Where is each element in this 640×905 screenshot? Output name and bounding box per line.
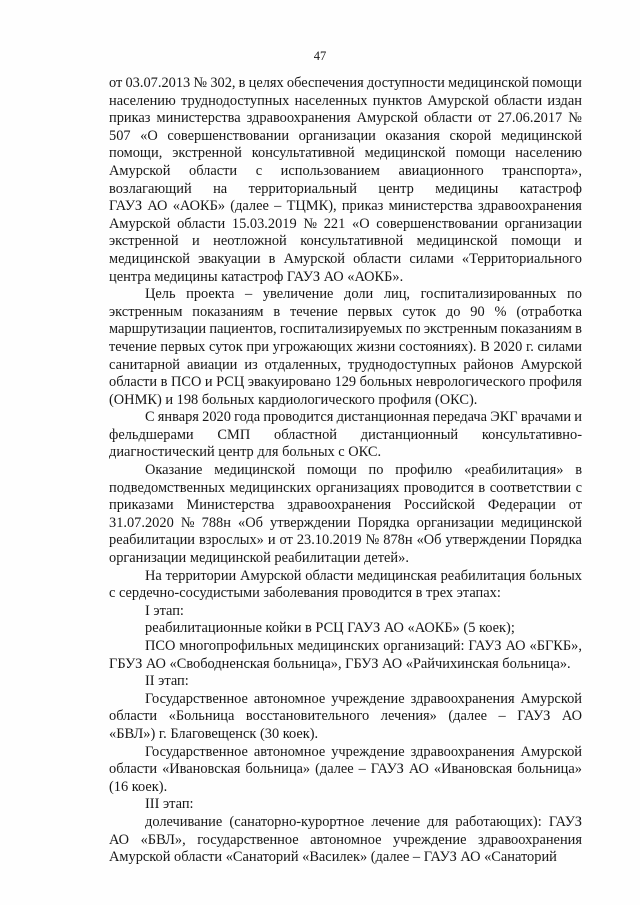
text-line: С января 2020 года проводится дистанционная передача ЭКГ врачами и: [145, 409, 582, 426]
text-line: приказ министерства здравоохранения Амурской области от 27.06.2017 №: [109, 110, 582, 127]
text-line: 507 «О совершенствовании организации оказания скорой медицинской: [109, 127, 582, 144]
document-body: [109, 75, 582, 867]
text-line: I этап:: [145, 602, 184, 619]
text-line: Амурской области «Санаторий «Василек» (далее – ГАУЗ АО «Санаторий: [109, 849, 557, 866]
text-line: Оказание медицинской помощи по профилю «реабилитация» в: [145, 462, 582, 479]
paragraph: [109, 286, 582, 409]
text-line: Государственное автономное учреждение здравоохранения Амурской: [145, 743, 582, 760]
text-line: АО «БВЛ», государственное автономное учреждение здравоохранения: [109, 831, 582, 848]
page-number: 47: [313, 49, 327, 63]
text-line: На территории Амурской области медицинская реабилитация больных: [145, 567, 582, 584]
text-line: (16 коек).: [109, 778, 168, 795]
text-line: ГАУЗ АО «АОКБ» (далее – ТЦМК), приказ министерства здравоохранения: [109, 198, 582, 215]
text-line: помощи, экстренной консультативной медицинской помощи населению: [109, 145, 582, 162]
paragraph: [109, 620, 582, 638]
text-line: с сердечно-сосудистыми заболевания проводится в трех этапах:: [109, 585, 501, 602]
paragraph: [109, 462, 582, 568]
text-line: возлагающий на территориальный центр медицины катастроф: [109, 180, 582, 197]
paragraph: [109, 603, 582, 621]
text-line: Государственное автономное учреждение здравоохранения Амурской: [145, 690, 582, 707]
text-line: III этап:: [145, 796, 194, 813]
text-line: (ОНМК) и 198 больных кардиологического профиля (ОКС).: [109, 391, 478, 408]
text-line: области «Больница восстановительного лечения» (далее – ГАУЗ АО: [109, 708, 582, 725]
text-line: от 03.07.2013 № 302, в целях обеспечения доступности медицинской помощи: [109, 75, 582, 91]
text-line: 31.07.2020 № 788н «Об утверждении Порядка организации медицинской: [109, 514, 582, 531]
text-line: «БВЛ») г. Благовещенск (30 коек).: [109, 725, 319, 742]
text-line: населению труднодоступных населенных пунктов Амурской области издан: [109, 92, 582, 109]
text-line: организации медицинской реабилитации детей».: [109, 550, 409, 567]
text-line: реабилитации взрослых» и от 23.10.2019 № 878н «Об утверждении Порядка: [109, 532, 582, 549]
text-line: диагностический центр для больных с ОКС.: [109, 444, 382, 461]
text-line: санитарной авиации из отдаленных, труднодоступных районов Амурской: [109, 356, 582, 373]
text-line: экстренным показаниям в течение первых суток до 90 % (отработка: [109, 303, 582, 320]
paragraph: [109, 75, 582, 286]
paragraph: [109, 638, 582, 673]
text-line: ГБУЗ АО «Свободненская больница», ГБУЗ АО «Райчихинская больница».: [109, 655, 571, 672]
text-line: ПСО многопрофильных медицинских организаций: ГАУЗ АО «БГКБ»,: [145, 638, 582, 654]
text-line: приказами Министерства здравоохранения Российской Федерации от: [109, 497, 582, 514]
text-line: Амурской области с использованием авиационного транспорта»,: [109, 162, 582, 179]
text-line: фельдшерами СМП областной дистанционный консультативно-: [109, 426, 582, 443]
text-line: Цель проекта – увеличение доли лиц, госпитализированных по: [145, 286, 582, 303]
text-line: области в ПСО и РСЦ эвакуировано 129 больных неврологического профиля: [109, 374, 582, 391]
text-line: экстренной и неотложной консультативной медицинской помощи и: [109, 233, 582, 250]
paragraph: [109, 796, 582, 814]
text-line: реабилитационные койки в РСЦ ГАУЗ АО «АОКБ» (5 коек);: [145, 620, 515, 637]
text-line: Амурской области 15.03.2019 № 221 «О совершенствовании организации: [109, 215, 582, 232]
text-line: подведомственных медицинских организациях проводится в соответствии с: [109, 479, 582, 496]
text-line: течение первых суток при угрожающих жизни состояниях). В 2020 г. силами: [109, 338, 582, 355]
text-line: маршрутизации пациентов, госпитализируемых по экстренным показаниям в: [109, 321, 582, 338]
paragraph: [109, 691, 582, 744]
paragraph: [109, 814, 582, 867]
paragraph: [109, 568, 582, 603]
paragraph: [109, 673, 582, 691]
paragraph: [109, 409, 582, 462]
text-line: II этап:: [145, 673, 189, 690]
paragraph: [109, 744, 582, 797]
text-line: области «Ивановская больница» (далее – ГАУЗ АО «Ивановская больница»: [109, 761, 582, 778]
text-line: долечивание (санаторно-курортное лечение для работающих): ГАУЗ: [145, 813, 582, 830]
text-line: центра медицины катастроф ГАУЗ АО «АОКБ».: [109, 268, 404, 285]
text-line: медицинской эвакуации в Амурской области силами «Территориального: [109, 250, 582, 267]
